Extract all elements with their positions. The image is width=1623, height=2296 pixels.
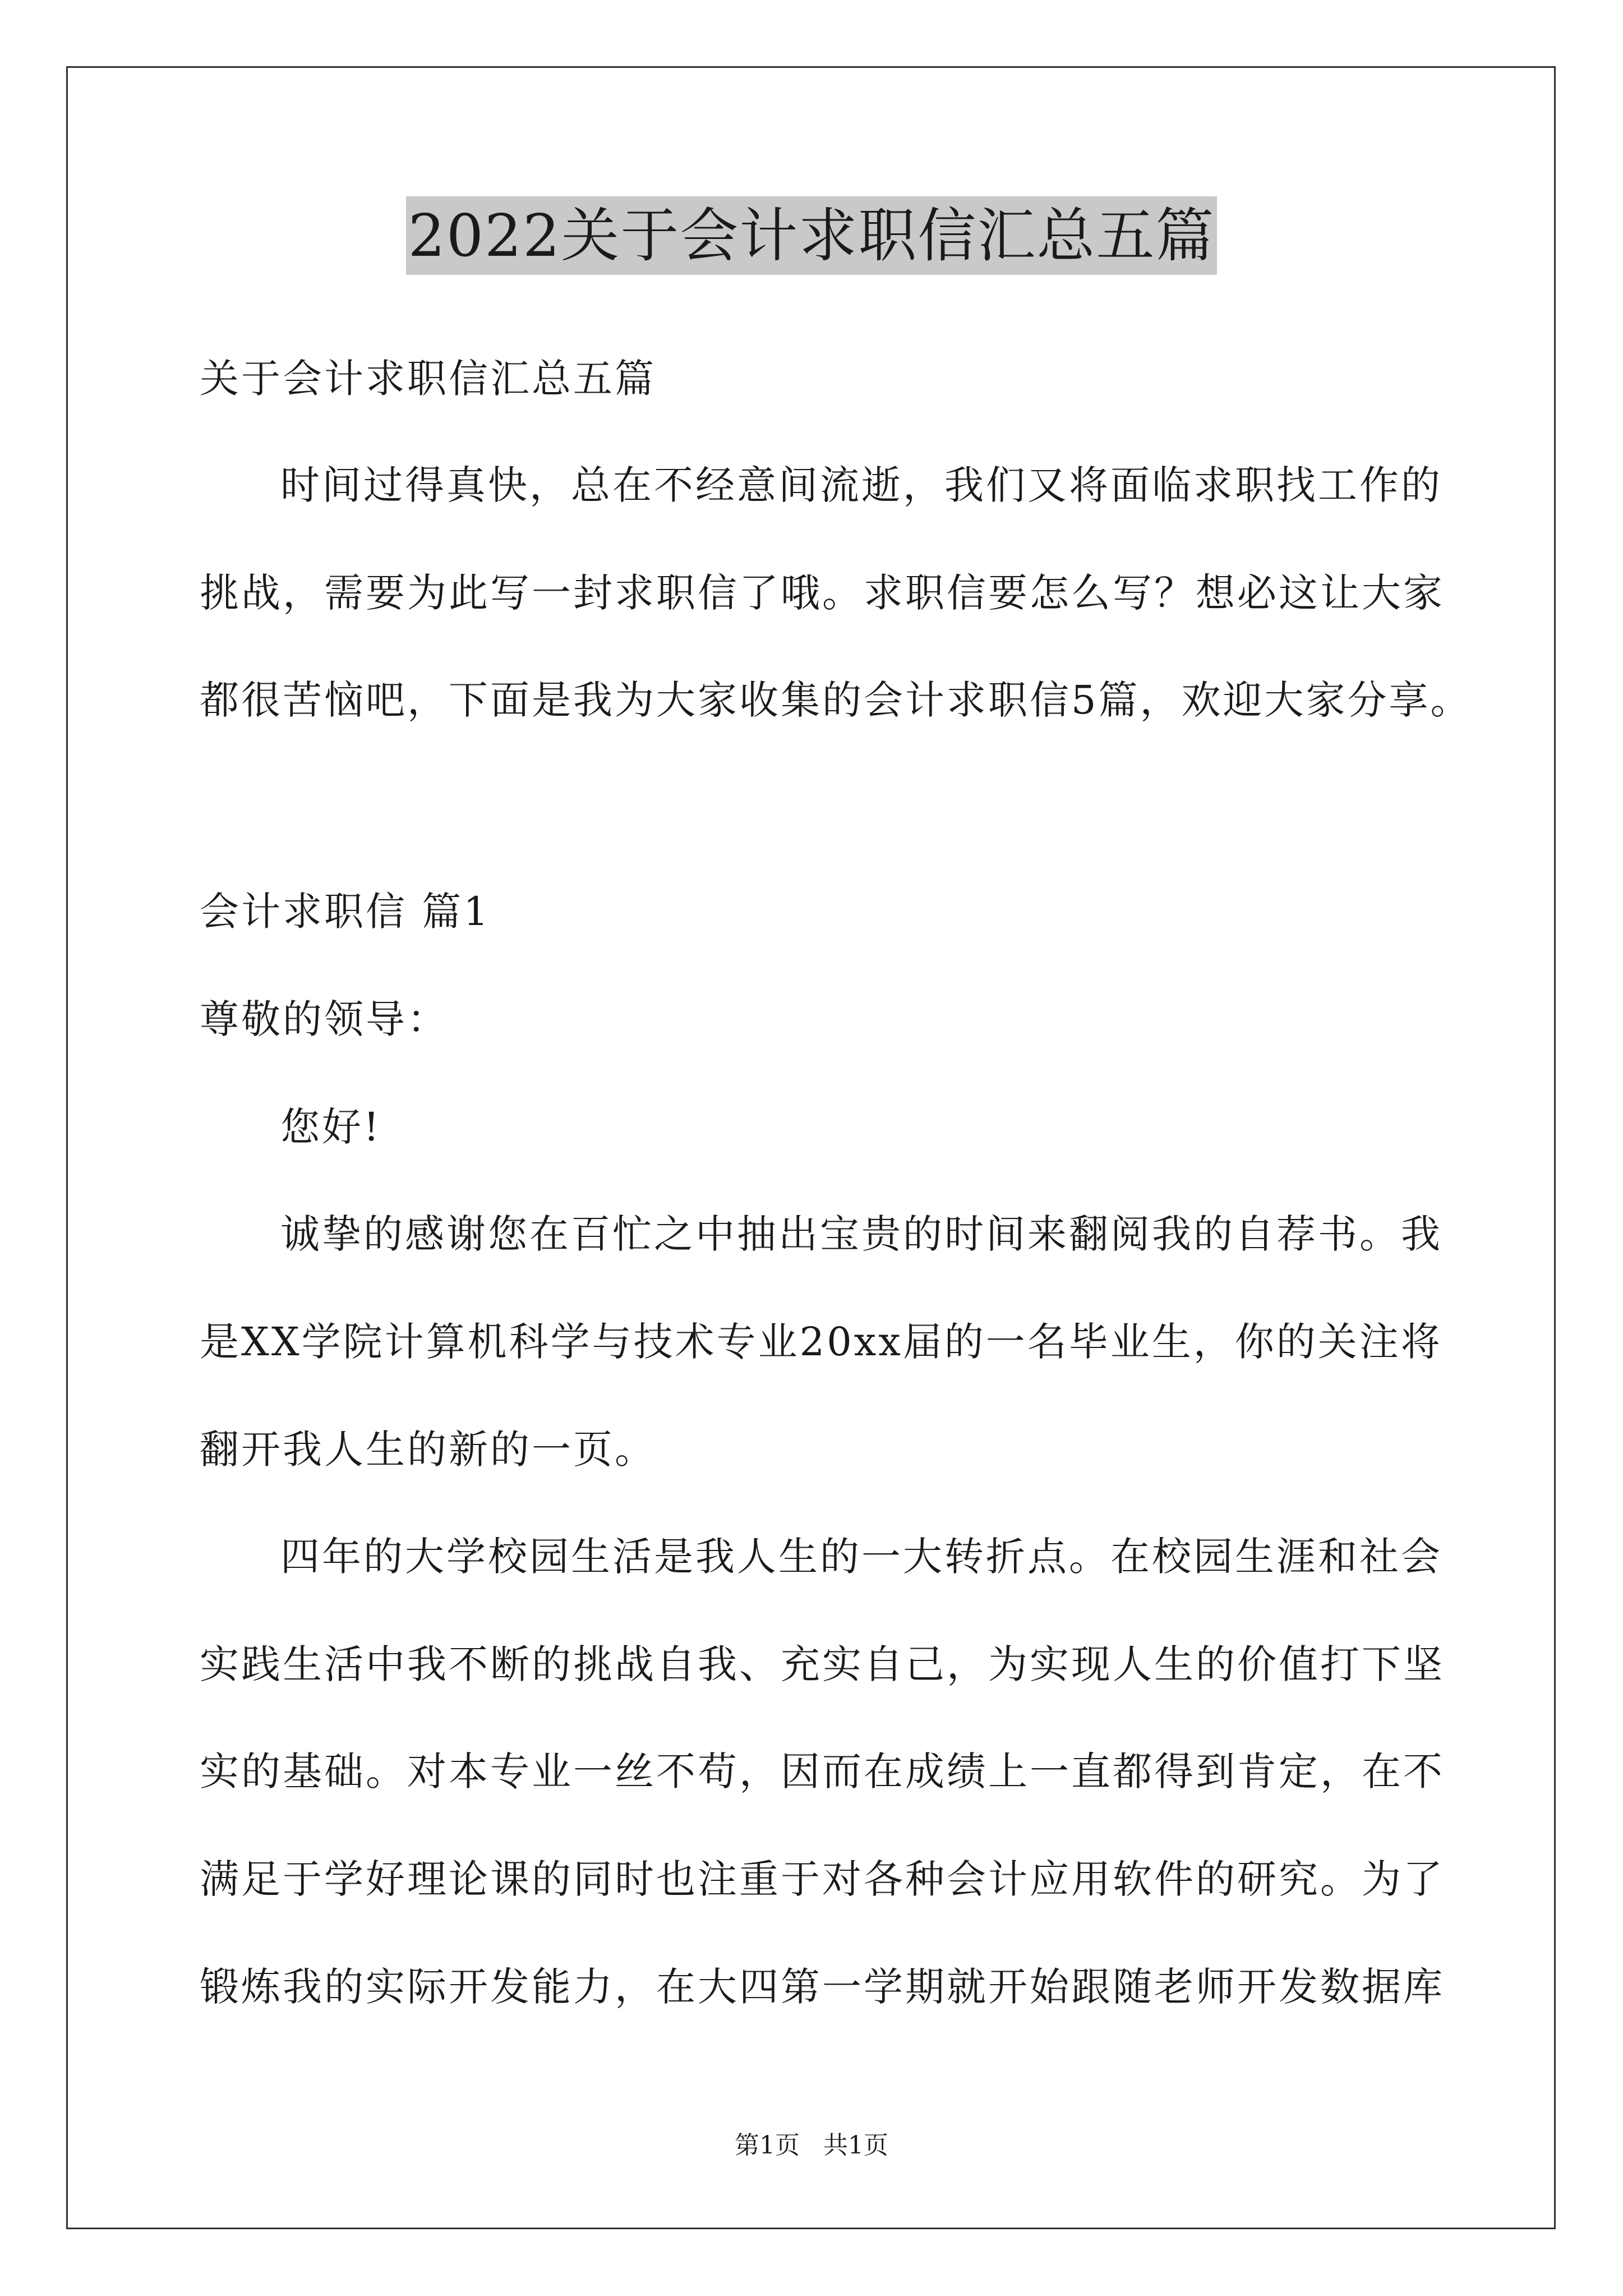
paragraph-line: 都很苦恼吧，下面是我为大家收集的会计求职信5篇，欢迎大家分享。 xyxy=(200,677,1472,723)
paragraph-line: 四年的大学校园生活是我人生的一大转折点。在校园生涯和社会 xyxy=(280,1534,1442,1580)
title-container xyxy=(0,196,1623,275)
subtitle-line: 关于会计求职信汇总五篇 xyxy=(200,356,656,402)
paragraph-line: 是XX学院计算机科学与技术专业20xx届的一名毕业生，你的关注将 xyxy=(200,1319,1442,1365)
salutation: 尊敬的领导： xyxy=(200,996,449,1042)
paragraph-line: 时间过得真快，总在不经意间流逝，我们又将面临求职找工作的 xyxy=(280,462,1442,508)
paragraph-line: 锻炼我的实际开发能力，在大四第一学期就开始跟随老师开发数据库 xyxy=(200,1964,1445,2010)
paragraph-line: 诚挚的感谢您在百忙之中抽出宝贵的时间来翻阅我的自荐书。我 xyxy=(280,1211,1442,1257)
document-title: 2022关于会计求职信汇总五篇 xyxy=(406,196,1218,275)
page-footer xyxy=(0,2129,1623,2162)
paragraph-line: 实践生活中我不断的挑战自我、充实自己，为实现人生的价值打下坚 xyxy=(200,1641,1445,1687)
paragraph-line: 翻开我人生的新的一页。 xyxy=(200,1427,656,1473)
paragraph-line: 挑战，需要为此写一封求职信了哦。求职信要怎么写？想必这让大家 xyxy=(200,570,1445,616)
section-heading: 会计求职信 篇1 xyxy=(200,889,491,935)
paragraph-line: 实的基础。对本专业一丝不苟，因而在成绩上一直都得到肯定，在不 xyxy=(200,1749,1445,1795)
page-total: 共1页 xyxy=(823,2131,888,2160)
page-number: 第1页 xyxy=(735,2131,800,2160)
greeting: 您好! xyxy=(280,1104,382,1150)
paragraph-line: 满足于学好理论课的同时也注重于对各种会计应用软件的研究。为了 xyxy=(200,1856,1445,1902)
